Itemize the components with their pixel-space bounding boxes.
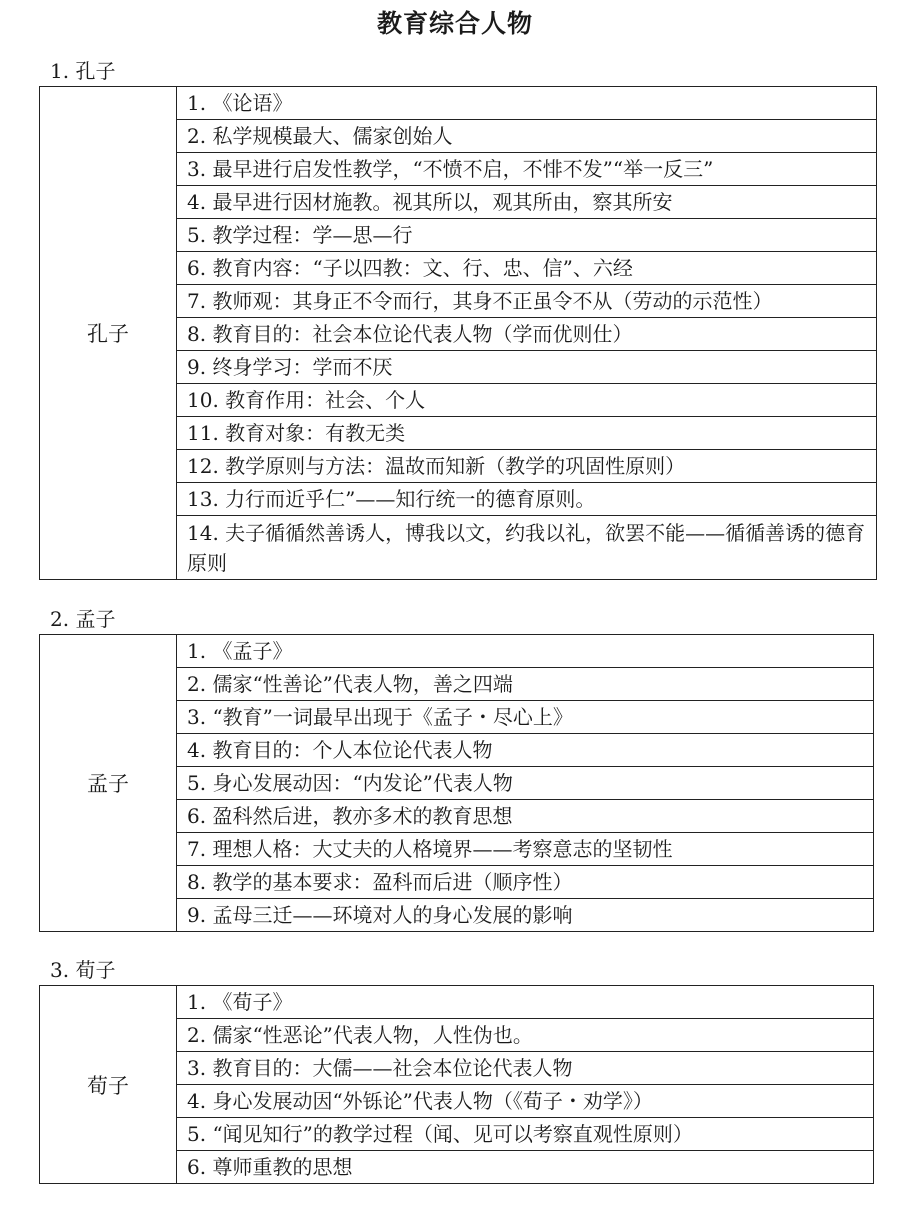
figure-name-cell: 荀子 <box>40 986 177 1184</box>
xunzi-table <box>39 985 874 1184</box>
page-title: 教育综合人物 <box>376 9 533 38</box>
list-item: 6. 教育内容：“子以四教：文、行、忠、信”、六经 <box>177 252 877 285</box>
list-item: 1. 《孟子》 <box>177 635 874 668</box>
list-item: 2. 儒家“性善论”代表人物，善之四端 <box>177 668 874 701</box>
figure-name-cell: 孟子 <box>40 635 177 932</box>
figure-name-cell: 孔子 <box>40 87 177 580</box>
list-item: 6. 盈科然后进，教亦多术的教育思想 <box>177 800 874 833</box>
list-item: 12. 教学原则与方法：温故而知新（教学的巩固性原则） <box>177 450 877 483</box>
list-item: 10. 教育作用：社会、个人 <box>177 384 877 417</box>
list-item: 7. 教师观：其身正不令而行，其身不正虽令不从（劳动的示范性） <box>177 285 877 318</box>
list-item: 7. 理想人格：大丈夫的人格境界——考察意志的坚韧性 <box>177 833 874 866</box>
section-heading-mengzi: 2. 孟子 <box>50 607 116 631</box>
list-item: 1. 《荀子》 <box>177 986 874 1019</box>
mengzi-table <box>39 634 874 932</box>
list-item: 4. 教育目的：个人本位论代表人物 <box>177 734 874 767</box>
kongzi-table <box>39 86 877 580</box>
table-row <box>40 986 874 1019</box>
list-item: 9. 终身学习：学而不厌 <box>177 351 877 384</box>
list-item: 8. 教学的基本要求：盈科而后进（顺序性） <box>177 866 874 899</box>
list-item: 2. 儒家“性恶论”代表人物，人性伪也。 <box>177 1019 874 1052</box>
list-item: 8. 教育目的：社会本位论代表人物（学而优则仕） <box>177 318 877 351</box>
list-item: 5. “闻见知行”的教学过程（闻、见可以考察直观性原则） <box>177 1118 874 1151</box>
list-item: 2. 私学规模最大、儒家创始人 <box>177 120 877 153</box>
list-item: 11. 教育对象：有教无类 <box>177 417 877 450</box>
section-heading-kongzi: 1. 孔子 <box>50 59 116 83</box>
list-item: 3. 最早进行启发性教学，“不愤不启，不悱不发”“举一反三” <box>177 153 877 186</box>
section-heading-xunzi: 3. 荀子 <box>50 958 116 982</box>
table-row <box>40 87 877 120</box>
list-item: 4. 最早进行因材施教。视其所以，观其所由，察其所安 <box>177 186 877 219</box>
list-item: 4. 身心发展动因“外铄论”代表人物（《荀子・劝学》） <box>177 1085 874 1118</box>
table-row <box>40 635 874 668</box>
list-item: 3. “教育”一词最早出现于《孟子・尽心上》 <box>177 701 874 734</box>
list-item: 5. 教学过程：学—思—行 <box>177 219 877 252</box>
list-item: 5. 身心发展动因：“内发论”代表人物 <box>177 767 874 800</box>
list-item: 13. 力行而近乎仁”——知行统一的德育原则。 <box>177 483 877 516</box>
list-item: 14. 夫子循循然善诱人，博我以文，约我以礼，欲罢不能——循循善诱的德育原则 <box>177 516 877 580</box>
list-item: 6. 尊师重教的思想 <box>177 1151 874 1184</box>
list-item: 3. 教育目的：大儒——社会本位论代表人物 <box>177 1052 874 1085</box>
list-item: 1. 《论语》 <box>177 87 877 120</box>
list-item: 9. 孟母三迁——环境对人的身心发展的影响 <box>177 899 874 932</box>
